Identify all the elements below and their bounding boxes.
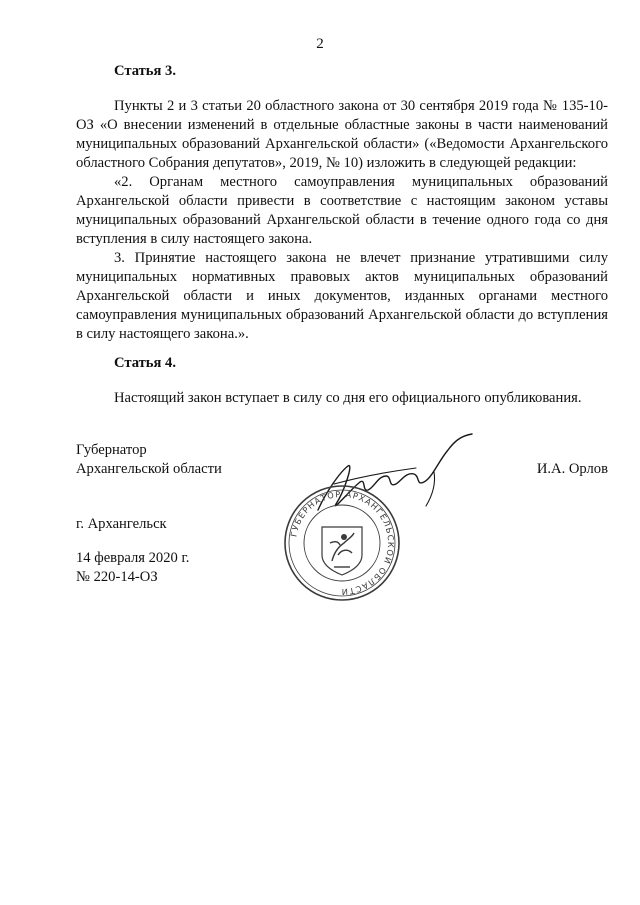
article-3-body xyxy=(76,97,608,344)
signatory-title-line-1: Губернатор xyxy=(76,442,147,458)
article-4-paragraph: Настоящий закон вступает в силу со дня его официального опубликования. xyxy=(114,390,582,406)
footer-date: 14 февраля 2020 г. xyxy=(76,550,190,566)
page-number: 2 xyxy=(316,36,324,52)
article-3-paragraph-1: Пункты 2 и 3 статьи 20 областного закона от 30 сентября 2019 года № 135-10-ОЗ «О внесении изменений в отдельные областные законы в части наименований муниципальных образований Архангельской области» («Ведомости Архангельского областного Собрания депутатов», 2019, № 10) изложить в следующей редакции: xyxy=(76,98,608,171)
signatory-name: И.А. Орлов xyxy=(536,461,608,477)
official-seal-icon xyxy=(282,483,402,603)
footer-city: г. Архангельск xyxy=(76,516,167,532)
footer-law-number: № 220-14-ОЗ xyxy=(76,569,158,585)
article-3-paragraph-3: 3. Принятие настоящего закона не влечет признание утратившими силу муниципальных нормативных правовых актов муниципальных образований Архангельской области и иных документов, изданных органами местного самоуправления муниципальных образований Архангельской области до вступления в силу настоящего закона.». xyxy=(76,250,608,342)
article-4-heading: Статья 4. xyxy=(114,355,176,371)
article-4-body xyxy=(76,389,608,408)
article-3-heading: Статья 3. xyxy=(114,63,176,79)
svg-text:ГУБЕРНАТОР АРХАНГЕЛЬСКОЙ ОБЛАС: ГУБЕРНАТОР АРХАНГЕЛЬСКОЙ ОБЛАСТИ xyxy=(288,488,397,598)
signatory-title-line-2: Архангельской области xyxy=(76,461,222,477)
article-3-paragraph-2: «2. Органам местного самоуправления муниципальных образований Архангельской области привести в соответствие с настоящим законом уставы муниципальных образований Архангельской области в течение одного года со дня вступления в силу настоящего закона. xyxy=(76,174,608,247)
